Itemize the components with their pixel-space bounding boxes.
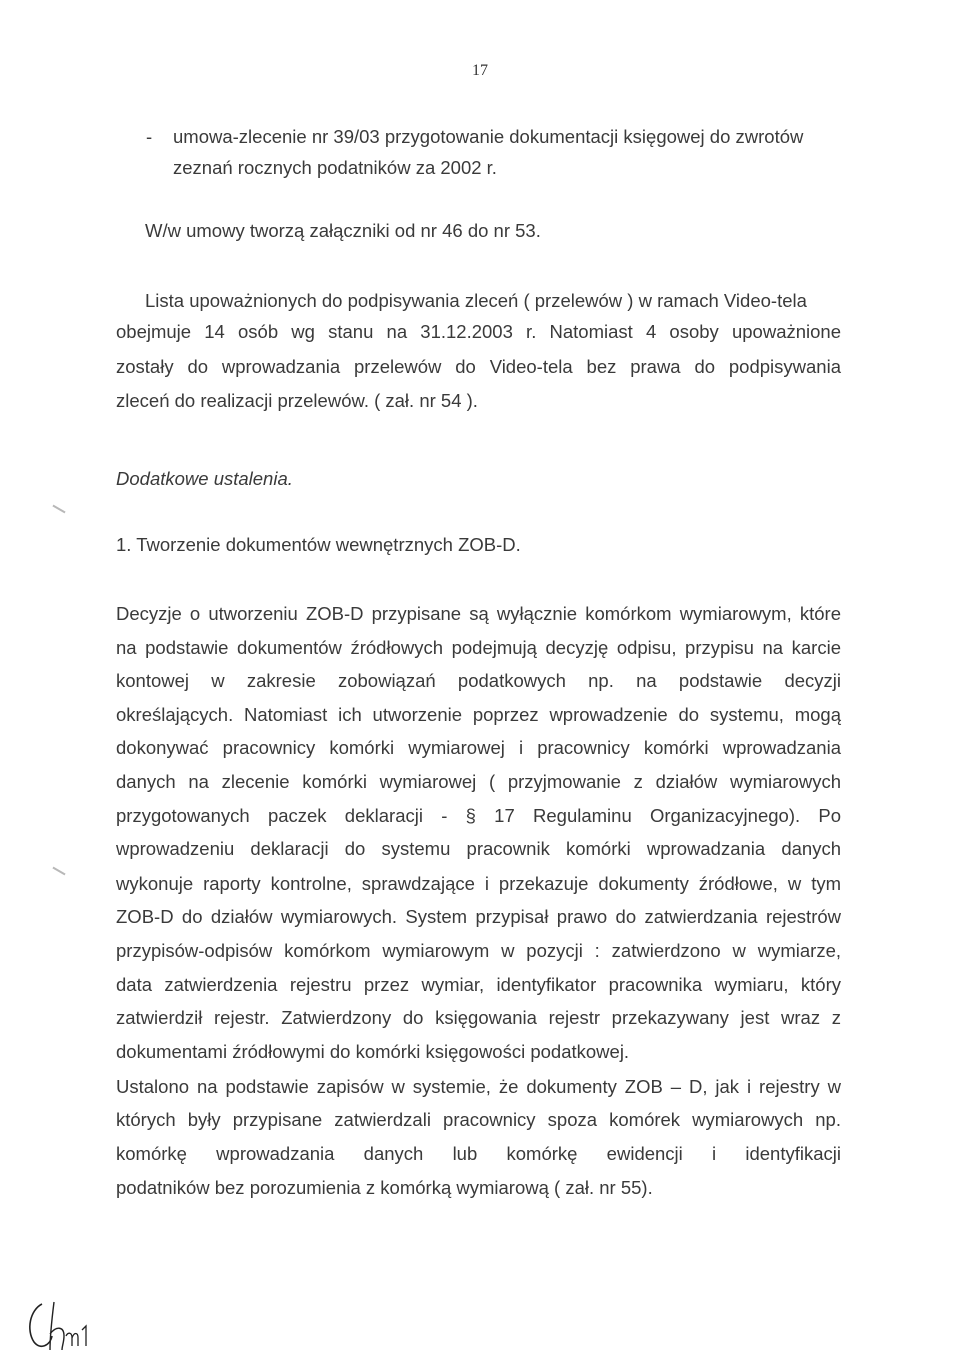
bullet-dash: - xyxy=(146,126,153,147)
bullet-line-1: umowa-zlecenie nr 39/03 przygotowanie dokumentacji księgowej do zwrotów xyxy=(173,126,804,147)
authorized-line-2: obejmuje 14 osób wg stanu na 31.12.2003 r. Natomiast 4 osoby upoważnione xyxy=(116,321,841,342)
subsection-heading: 1. Tworzenie dokumentów wewnętrznych ZOB-D. xyxy=(116,534,521,555)
attachments-note: W/w umowy tworzą załączniki od nr 46 do nr 53. xyxy=(145,220,541,241)
final-line-3: komórkę wprowadzania danych lub komórkę ewidencji i identyfikacji xyxy=(116,1143,841,1164)
main-line-10: ZOB-D do działów wymiarowych. System przypisał prawo do zatwierdzania rejestrów xyxy=(116,906,841,927)
main-line-7: przygotowanych paczek deklaracji - § 17 Regulaminu Organizacyjnego). Po xyxy=(116,805,841,826)
main-line-4: określających. Natomiast ich utworzenie poprzez wprowadzenie do systemu, mogą xyxy=(116,704,841,725)
final-line-4: podatników bez porozumienia z komórką wymiarową ( zał. nr 55). xyxy=(116,1177,653,1198)
authorized-line-4: zleceń do realizacji przelewów. ( zał. nr 54 ). xyxy=(116,390,478,411)
final-line-2: których były przypisane zatwierdzali pracownicy spoza komórek wymiarowych np. xyxy=(116,1109,841,1130)
main-line-11: przypisów-odpisów komórkom wymiarowym w pozycji : zatwierdzono w wymiarze, xyxy=(116,940,841,961)
main-line-3: kontowej w zakresie zobowiązań podatkowych np. na podstawie decyzji xyxy=(116,670,841,691)
main-line-8: wprowadzeniu deklaracji do systemu pracownik komórki wprowadzania danych xyxy=(116,838,841,859)
authorized-line-3: zostały do wprowadzania przelewów do Video-tela bez prawa do podpisywania xyxy=(116,356,841,377)
final-line-1: Ustalono na podstawie zapisów w systemie, że dokumenty ZOB – D, jak i rejestry w xyxy=(116,1076,841,1097)
main-line-1: Decyzje o utworzeniu ZOB-D przypisane są wyłącznie komórkom wymiarowym, które xyxy=(116,603,841,624)
main-line-13: zatwierdził rejestr. Zatwierdzony do księgowania rejestr przekazywany jest wraz z xyxy=(116,1007,841,1028)
authorized-line-1: Lista upoważnionych do podpisywania zleceń ( przelewów ) w ramach Video-tela xyxy=(145,290,807,311)
main-line-6: danych na zlecenie komórki wymiarowej ( przyjmowanie z działów wymiarowych xyxy=(116,771,841,792)
main-line-9: wykonuje raporty kontrolne, sprawdzające i przekazuje dokumenty źródłowe, w tym xyxy=(116,873,841,894)
signature-initials xyxy=(20,1296,100,1354)
main-line-14: dokumentami źródłowymi do komórki księgowości podatkowej. xyxy=(116,1041,630,1062)
scan-mark xyxy=(52,505,65,514)
main-line-5: dokonywać pracownicy komórki wymiarowej i pracownicy komórki wprowadzania xyxy=(116,737,841,758)
main-line-2: na podstawie dokumentów źródłowych podejmują decyzję odpisu, przypisu na karcie xyxy=(116,637,841,658)
page-number: 17 xyxy=(472,62,488,79)
bullet-line-2: zeznań rocznych podatników za 2002 r. xyxy=(173,157,497,178)
section-heading: Dodatkowe ustalenia. xyxy=(116,468,293,489)
main-line-12: data zatwierdzenia rejestru przez wymiar, identyfikator pracownika wymiaru, który xyxy=(116,974,841,995)
scan-mark xyxy=(52,867,65,876)
